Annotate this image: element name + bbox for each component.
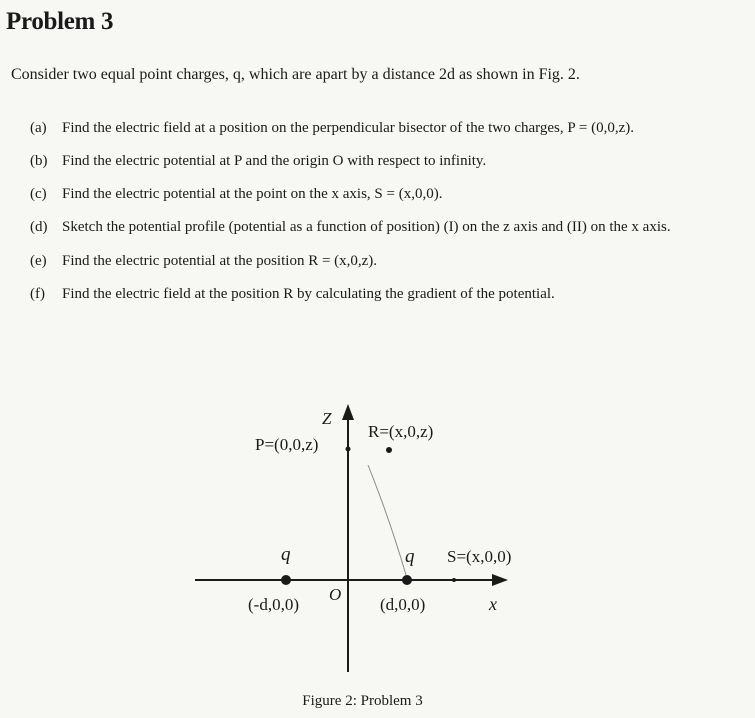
right-charge-label: q (405, 546, 415, 567)
problem-title: Problem 3 (6, 8, 114, 35)
left-charge-dot (281, 575, 291, 585)
part-d-label: (d) (30, 219, 48, 235)
part-a-label: (a) (30, 120, 47, 136)
part-e-label: (e) (30, 253, 47, 269)
part-b-label: (b) (30, 153, 48, 169)
z-axis-arrowhead (342, 404, 354, 420)
part-d-text: Sketch the potential profile (potential as a function of position) (I) on the z axis and (II) on the x axis. (62, 219, 671, 235)
part-f (30, 284, 745, 305)
part-b-text: Find the electric potential at P and the origin O with respect to infinity. (62, 153, 487, 169)
part-f-label: (f) (30, 286, 45, 302)
part-a (30, 118, 745, 139)
part-e (30, 251, 745, 272)
point-p-dot (346, 447, 351, 452)
x-axis-label: x (489, 594, 497, 614)
part-e-text: Find the electric potential at the position R = (x,0,z). (62, 253, 378, 269)
point-s-dot (452, 578, 456, 582)
x-axis-arrowhead (492, 574, 508, 586)
z-axis-label: Z (322, 409, 332, 428)
left-charge-coord: (-d,0,0) (248, 595, 299, 614)
part-d (30, 217, 745, 238)
problem-intro: Consider two equal point charges, q, which are apart by a distance 2d as shown in Fig. 2. (11, 66, 580, 83)
part-c-text: Find the electric potential at the point on the x axis, S = (x,0,0). (62, 186, 443, 202)
part-a-text: Find the electric field at a position on the perpendicular bisector of the two charges, P = (0,0,z). (62, 120, 635, 136)
left-charge-label: q (281, 544, 291, 565)
right-charge-coord: (d,0,0) (380, 595, 426, 614)
part-c (30, 184, 745, 205)
figure-caption: Figure 2: Problem 3 (302, 693, 423, 709)
r-to-charge-line (368, 465, 406, 575)
point-r-dot (386, 447, 392, 453)
point-r-label: R=(x,0,z) (368, 422, 434, 441)
problem-parts (30, 118, 745, 305)
part-f-text: Find the electric field at the position R by calculating the gradient of the potential. (62, 286, 555, 302)
part-b (30, 151, 745, 172)
right-charge-dot (402, 575, 412, 585)
origin-label: O (329, 585, 342, 604)
point-s-label: S=(x,0,0) (447, 547, 512, 566)
part-c-label: (c) (30, 186, 47, 202)
point-p-label: P=(0,0,z) (255, 435, 319, 454)
